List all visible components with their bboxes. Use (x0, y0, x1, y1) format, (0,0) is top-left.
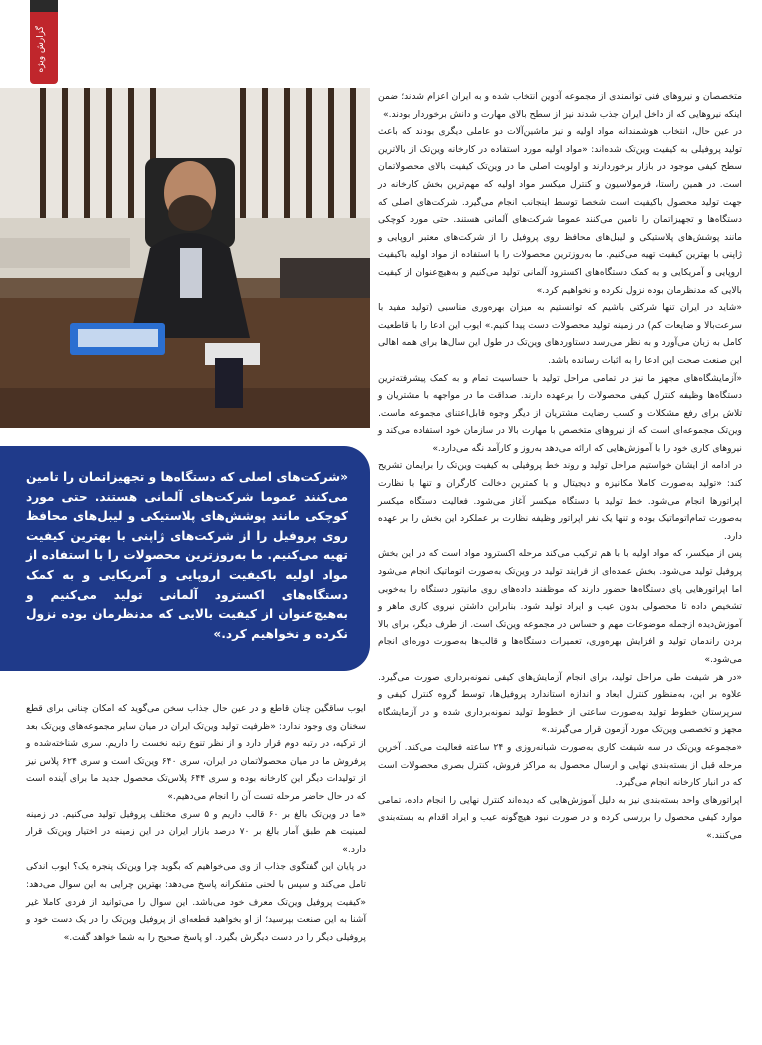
paragraph: «شاید در ایران تنها شرکتی باشیم که توانستیم به میزان بهره‌وری مناسبی (تولید مفید با سرعت‌بالا و ضایعات کم) در زمینه تولید محصولات دست پیدا کنیم.» ایوب این ادعا را با قاطعیت کامل به زبان می‌آورد و به نظر می‌رسد دستاوردهای وین‌تک در طول این سال‌ها برای همه اهالی این صنعت صحت این ادعا را به اثبات رسانده باشد. (378, 302, 742, 366)
header-bar (30, 0, 58, 12)
paragraph: «مجموعه وین‌تک در سه شیفت کاری به‌صورت شبانه‌روزی و ۲۴ ساعته فعالیت می‌کند. آخرین مرحله قبل از بسته‌بندی نهایی و ارسال محصول به مراکز فروش، کنترل بصری محصولات است که در انبار کارخانه انجام می‌گیرد. (378, 741, 742, 789)
paragraph: در عین حال، انتخاب هوشمندانه مواد اولیه و نیز ماشین‌آلات دو عاملی دیگری بودند که باعث تولید پروفیلی به کیفیت وین‌تک شده‌اند: «مواد اولیه مورد استفاده در کارخانه وین‌تک از بالاترین سطح کیفی موجود در بازار برخوردارند و اولویت اصلی ما در وین‌تک کیفیت بالای محصولاتمان است. در همین راستا، فرمولاسیون و کنترل میکسر مواد اولیه که مهم‌ترین بخش کارخانه در جهت تولید محصول باکیفیت است شخصا توسط اینجانب انجام می‌گیرد. شرکت‌های اصلی که دستگاه‌ها و تجهیزاتمان را تامین می‌کنند عموما شرکت‌های آلمانی هستند. حتی مورد کوچکی مانند پوشش‌های پلاستیکی و لیبل‌های محافظ روی پروفیل را از شرکت‌های معتبر اروپایی و ژاپنی با بهترین کیفیت تهیه می‌کنیم. ما به‌روزترین محصولات را با استفاده از مواد اولیه باکیفیت اروپایی و آمریکایی و به کمک دستگاه‌های اکسترود آلمانی تولید می‌کنیم و به‌هیچ‌عنوان از کیفیت بالایی که مدنظرمان بوده نزول نکرده و نخواهیم کرد.» (378, 126, 742, 296)
section-label: گزارش ویژه (36, 26, 46, 73)
paragraph: در پایان این گفتگوی جذاب از وی می‌خواهیم که بگوید چرا وین‌تک پنجره یک؟ ایوب اندکی تامل می‌کند و سپس با لحنی متفکرانه پاسخ می‌دهد: بهترین چرایی به این سوال می‌دهد: «کیفیت پروفیل وین‌تک معرف خود می‌باشد. این سوال را می‌توانید از فردی کاملا غیر آشنا به این صنعت بپرسید؛ از او بخواهید قطعه‌ای از پروفیل وین‌تک را در یک دست خود و پروفیلی دیگر را در دست دیگرش بگیرد. او پاسخ صحیح را به شما خواهد گفت.» (26, 861, 366, 943)
paragraph: متخصصان و نیروهای فنی توانمندی از مجموعه آدوین انتخاب شده و به ایران اعزام شدند؛ ضمن اینکه نیروهایی که از داخل ایران جذب شدند نیز از سطح بالای مهارت و دانش برخوردار بودند.» (378, 91, 742, 120)
article-column-right (378, 88, 742, 845)
paragraph: اپراتورهای واحد بسته‌بندی نیز به دلیل آموزش‌هایی که دیده‌اند کنترل نهایی را انجام داده، تمامی موارد کیفی محصول را بررسی کرده و در صورت نبود هیچ‌گونه عیب و ایراد اقدام به بسته‌بندی می‌کنند.» (378, 794, 742, 841)
paragraph: پس از میکسر، که مواد اولیه با با هم ترکیب می‌کند مرحله اکسترود مواد است که در این بخش پروفیل تولید می‌شود. بخش عمده‌ای از فرایند تولید در وین‌تک به‌صورت اتوماتیک انجام می‌شود اما اپراتورهایی پای دستگاه‌ها حضور دارند که موظفند داده‌های روی مانیتور دستگاه را به‌خوبی تشخیص داده تا محصولی بدون عیب و ایراد تولید شود. بنابراین داشتن نیروی کاری ماهر و آموزش‌دیده ازجمله موضوعات مهم و حساس در مجموعه وین‌تک است. از طرف دیگر، برای بالا بردن راندمان تولید و افزایش بهره‌وری، تعمیرات دستگاه‌ها و قالب‌ها به‌صورت دوره‌ای انجام می‌شود.» (378, 548, 742, 665)
pull-quote: «شرکت‌های اصلی که دستگاه‌ها و تجهیزاتمان را تامین می‌کنند عموما شرکت‌های آلمانی هستند. حتی مورد کوچکی مانند پوشش‌های پلاستیکی و لیبل‌های محافظ روی پروفیل را از شرکت‌های ژاپنی با بهترین کیفیت تهیه می‌کنیم. ما به‌روزترین محصولات را با استفاده از مواد اولیه باکیفیت اروپایی و آمریکایی و به کمک دستگاه‌های اکسترود آلمانی تولید می‌کنیم و به‌هیچ‌عنوان از کیفیت بالایی که مدنظرمان بوده نزول نکرده و نخواهیم کرد.» (26, 470, 348, 641)
article-column-left (26, 700, 366, 946)
paragraph: «ما در وین‌تک بالغ بر ۶۰ قالب داریم و ۵ سری مختلف پروفیل تولید می‌کنیم. در زمینه لمینیت هم طبق آمار بالغ بر ۷۰ درصد بازار ایران در این زمینه در اختیار وین‌تک قرار دارد.» (26, 808, 367, 855)
section-tab (30, 12, 58, 84)
interview-photo (0, 88, 370, 428)
paragraph: «آزمایشگاه‌های مجهز ما نیز در تمامی مراحل تولید با حساسیت تمام و به کمک پیشرفته‌ترین دستگاه‌ها وظیفه کنترل کیفی محصولات را برعهده دارند. صداقت ما در مواجهه با مشتریان و تلاش برای رفع مشکلات و کسب رضایت مشتریان از دیگر وجوه قابل‌اعتنای مجموعه ماست. وین‌تک مجموعه‌ای است که از نیروهای متخصص با مهارت بالا در سازمان خود استفاده می‌کند و نیروهای کاری خود را با آموزش‌هایی که ارائه می‌دهد به‌روز و کارآمد نگه می‌دارد.» (378, 372, 742, 454)
paragraph: ایوب ساقگین چنان قاطع و در عین حال جذاب سخن می‌گوید که امکان چنانی برای قطع سخنان وی وجود ندارد: «ظرفیت تولید وین‌تک ایران در میان سایر مجموعه‌های وین‌تک بعد از ترکیه، در رتبه دوم قرار دارد و از نظر تنوع رتبه نخست را داریم. سری شناخته‌شده و پرفروش ما در میان محصولاتمان در ایران، سری ۶۴۰ وین‌تک است و سری ۶۲۴ پلاس نیز از تولیدات دیگر این کارخانه بوده و سری ۶۴۴ پلاس‌تک محصول جدید ما برای آینده است که در حال حاضر مرحله تست آن را انجام می‌دهیم.» (26, 703, 366, 802)
paragraph: «در هر شیفت طی مراحل تولید، برای انجام آزمایش‌های کیفی نمونه‌برداری صورت می‌گیرد. علاوه بر این، به‌منظور کنترل ابعاد و اندازه استاندارد پروفیل‌ها، توسط گروه کنترل کیفی و سرپرستان خطوط تولید به‌صورت ساعتی از خطوط تولید نمونه‌برداری شده و در آزمایشگاه مجهز و تخصصی وین‌تک مورد آزمون قرار می‌گیرند.» (378, 671, 742, 736)
paragraph: در ادامه از ایشان خواستیم مراحل تولید و روند خط پروفیلی به کیفیت وین‌تک را برایمان تشریح کند: «تولید به‌صورت کاملا مکانیزه و دیجیتال و با کمترین دخالت کارگران و تنها با نظارت اپراتورها انجام می‌شود. خط تولید با دستگاه میکسر آغاز می‌شود. فعالیت دستگاه میکسر به‌صورت تمام‌اتوماتیک بوده و تنها یک نفر اپراتور وظیفه نظارت بر عملکرد این بخش را بر عهده دارد. (378, 460, 742, 542)
